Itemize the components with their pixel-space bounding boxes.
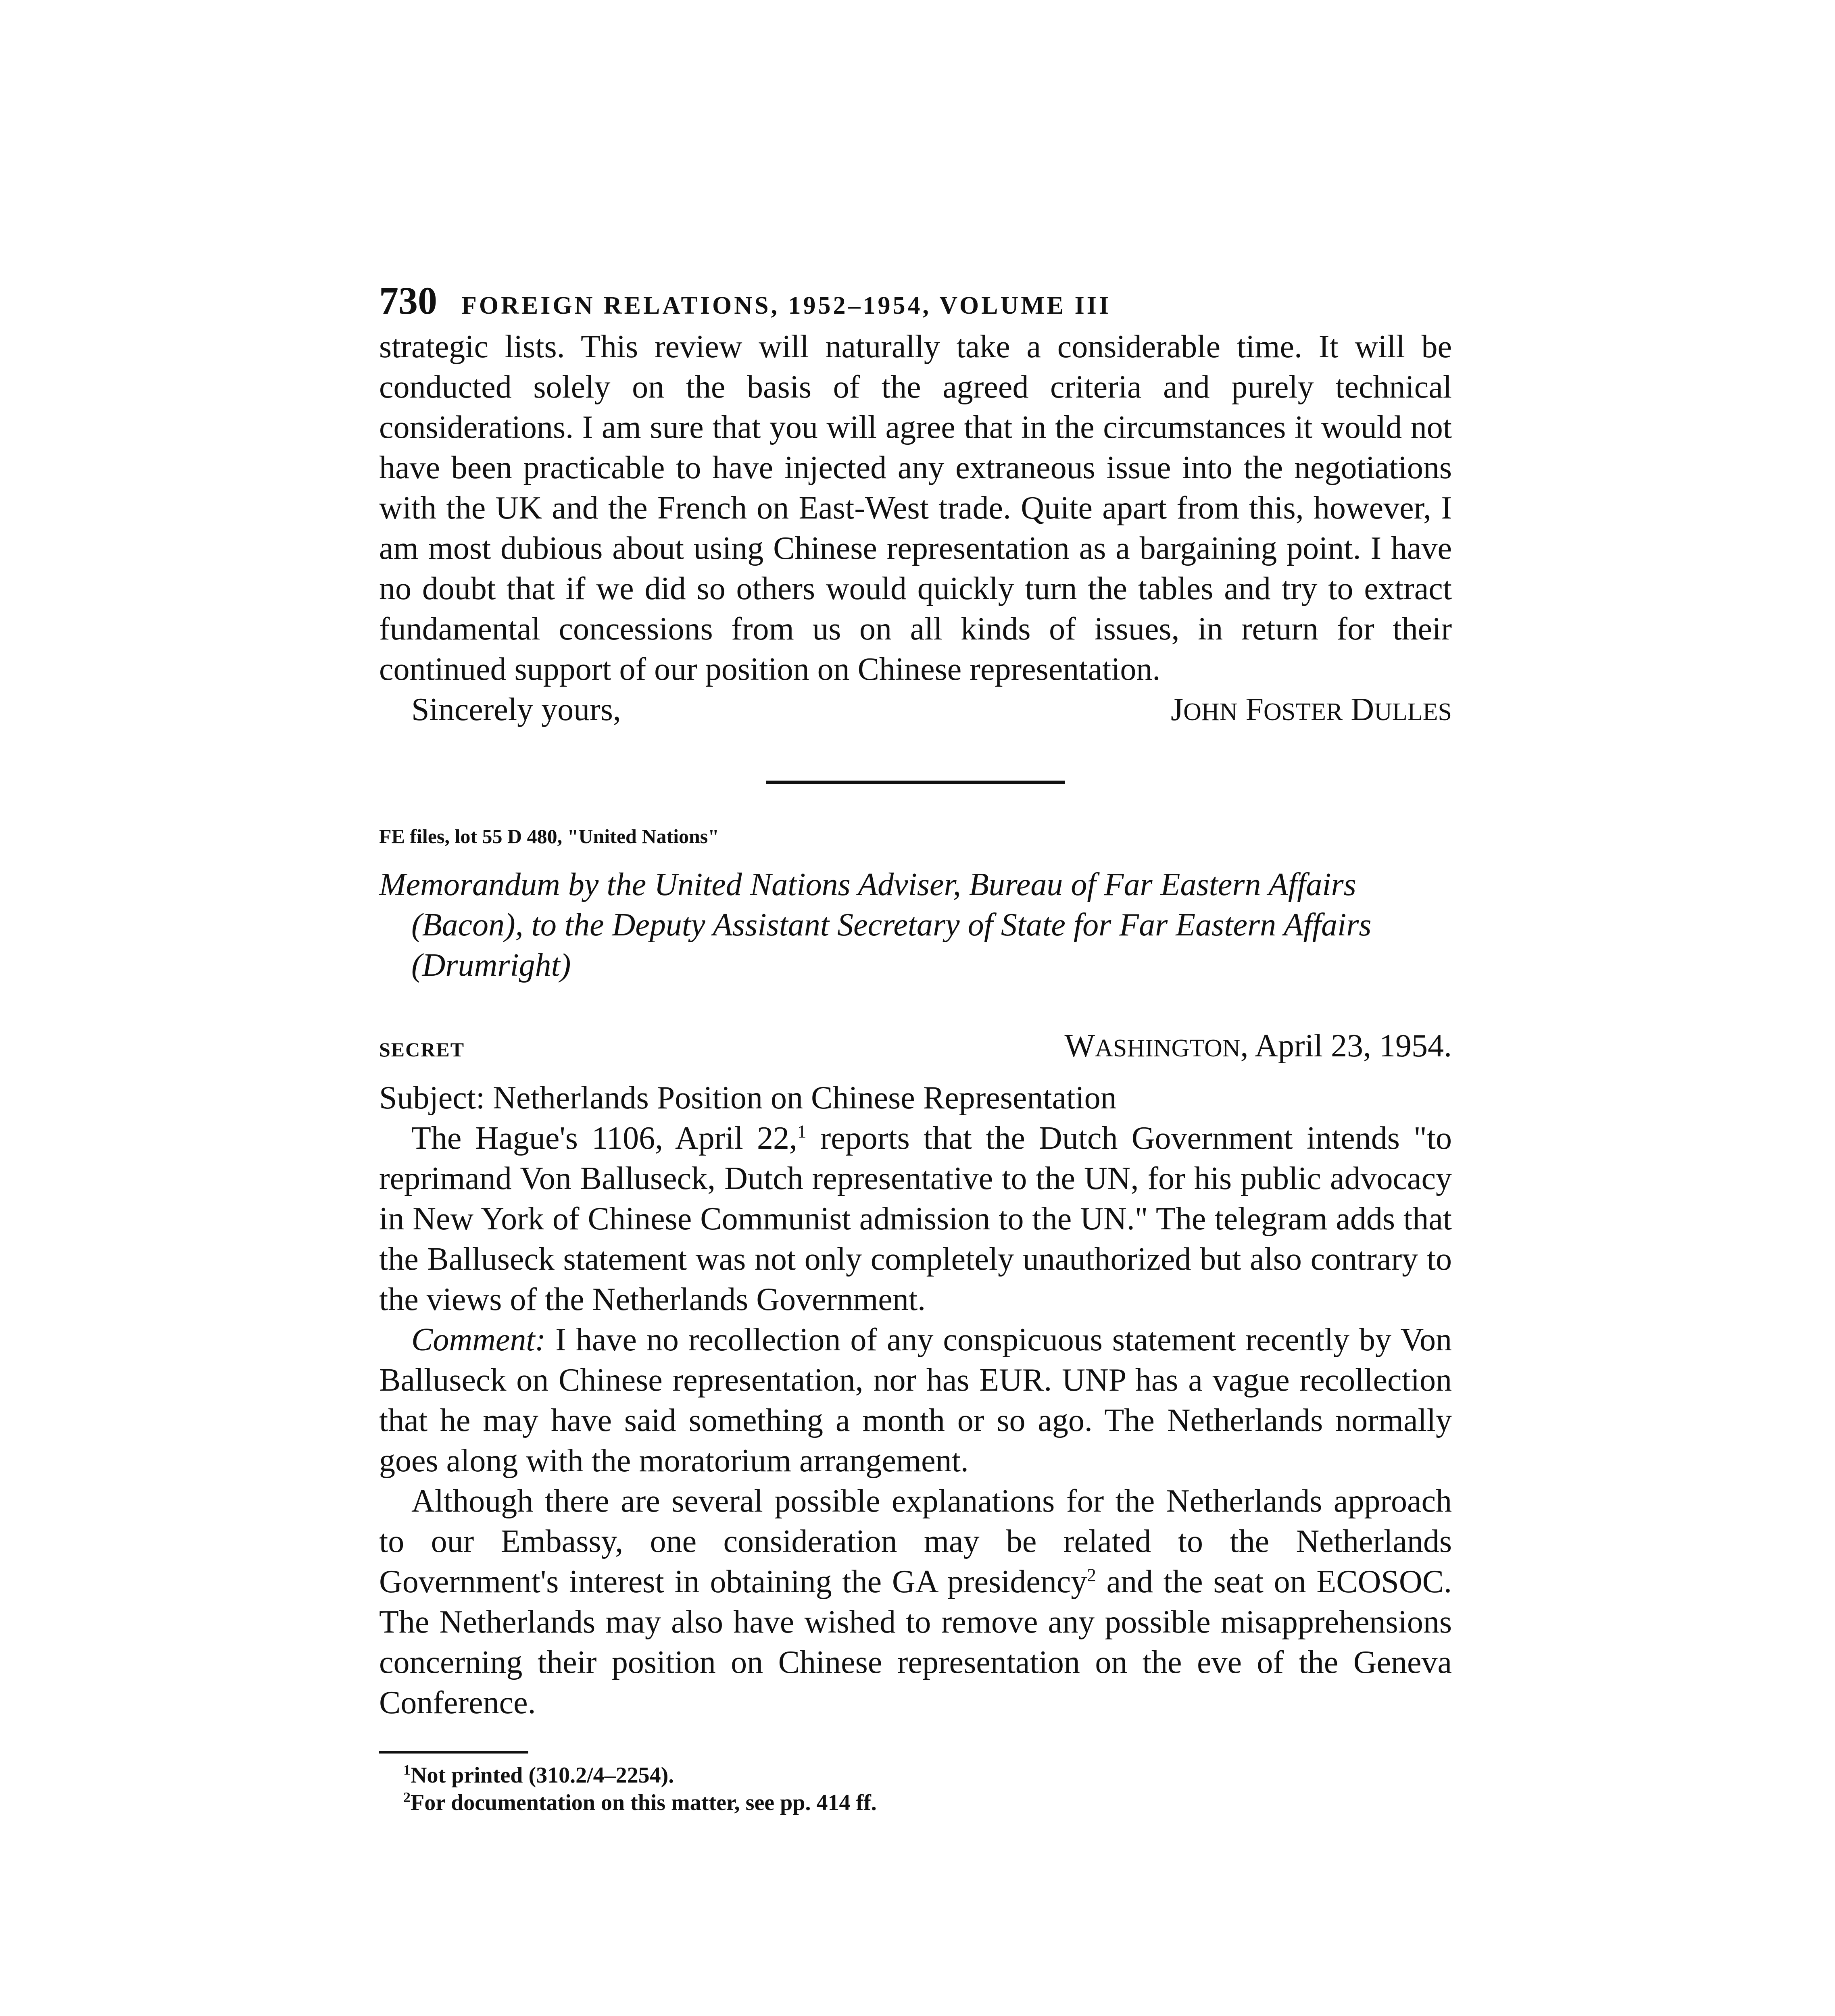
signature-initial: F — [1245, 692, 1264, 727]
footnote-text: Not printed (310.2/4–2254). — [411, 1763, 674, 1788]
section-divider — [766, 781, 1065, 784]
footnote-divider — [379, 1751, 528, 1754]
place-rest: ASHINGTON — [1095, 1035, 1241, 1062]
continuation-paragraph: strategic lists. This review will naturally take a considerable time. It will be conducted solely on the basis of the agreed criteria and purely technical considerations. I am sure that you will agree that in the circumstances it would not have been practicable to have injected any extraneous issue into the negotiations with the UK and the French on East-West trade. Quite apart from this, however, I am most dubious about using Chinese representation as a bargaining point. I have no doubt that if we did so others would quickly turn the tables and try to extract fundamental concessions from us on all kinds of issues, in return for their continued support of our position on Chinese representation. — [379, 329, 1452, 687]
classification-label: SECRET — [379, 1038, 465, 1061]
document-source: FE files, lot 55 D 480, "United Nations" — [379, 825, 719, 848]
place-initial: W — [1064, 1028, 1095, 1064]
paragraph-text: Although there are several possible explanations for the Netherlands approach to our Embassy, one consideration may be related to the Netherlands Government's interest in obtaining the GA presidency — [379, 1483, 1452, 1599]
running-head: FOREIGN RELATIONS, 1952–1954, VOLUME III — [461, 292, 1111, 319]
page — [379, 278, 1452, 1816]
signature-initial: J — [1171, 692, 1184, 727]
comment-label: Comment: — [411, 1322, 546, 1358]
subject-label: Subject: — [379, 1080, 485, 1116]
footnote-text: For documentation on this matter, see pp. 414 ff. — [411, 1790, 877, 1815]
paragraph-text: The Hague's 1106, April 22, — [411, 1120, 797, 1156]
subject-text: Netherlands Position on Chinese Representation — [493, 1080, 1117, 1116]
paragraph-text: reports that the Dutch Government intends "to reprimand Von Balluseck, Dutch representative to the UN, for his public advocacy in New York of Chinese Communist admission to the UN." The telegram adds that the Balluseck statement was not only completely unauthorized but also contrary to the views of the Netherlands Government. — [379, 1120, 1452, 1317]
signature-part: OHN — [1183, 698, 1238, 726]
signature-part: OSTER — [1263, 698, 1343, 726]
place-date — [1065, 1026, 1452, 1068]
footnote — [379, 1789, 1452, 1816]
page-number: 730 — [379, 279, 437, 322]
signature — [1171, 689, 1452, 732]
footnote-marker: 1 — [403, 1762, 411, 1778]
closing-phrase: Sincerely yours, — [411, 692, 621, 727]
document-date: , April 23, 1954. — [1240, 1028, 1452, 1064]
signature-initial: D — [1351, 692, 1374, 727]
body-paragraph-3 — [379, 1481, 1452, 1723]
dateline — [379, 1026, 1452, 1070]
footnote-ref: 1 — [797, 1121, 807, 1142]
subject-line — [379, 1078, 1452, 1118]
footnote-marker: 2 — [403, 1789, 411, 1806]
document-title: Memorandum by the United Nations Adviser, Bureau of Far Eastern Affairs (Bacon), to the Deputy Assistant Secretary of State for Far Eastern Affairs (Drumright) — [379, 867, 1372, 983]
footnote — [379, 1762, 1452, 1789]
paragraph-text: and the seat on ECOSOC. The Netherlands may also have wished to remove any possible misapprehensions concerning their position on Chinese representation on the eve of the Geneva Conference. — [379, 1564, 1452, 1720]
footnote-ref: 2 — [1087, 1565, 1096, 1585]
page-header — [379, 278, 1452, 327]
letter-closing — [379, 689, 1452, 732]
paragraph-text: I have no recollection of any conspicuous statement recently by Von Balluseck on Chinese representation, nor has EUR. UNP has a vague recollection that he may have said something a month or so ago. The Netherlands normally goes along with the moratorium arrangement. — [379, 1322, 1452, 1479]
body-paragraph-1 — [379, 1118, 1452, 1320]
signature-part: ULLES — [1374, 698, 1452, 726]
body-paragraph-2 — [379, 1320, 1452, 1481]
